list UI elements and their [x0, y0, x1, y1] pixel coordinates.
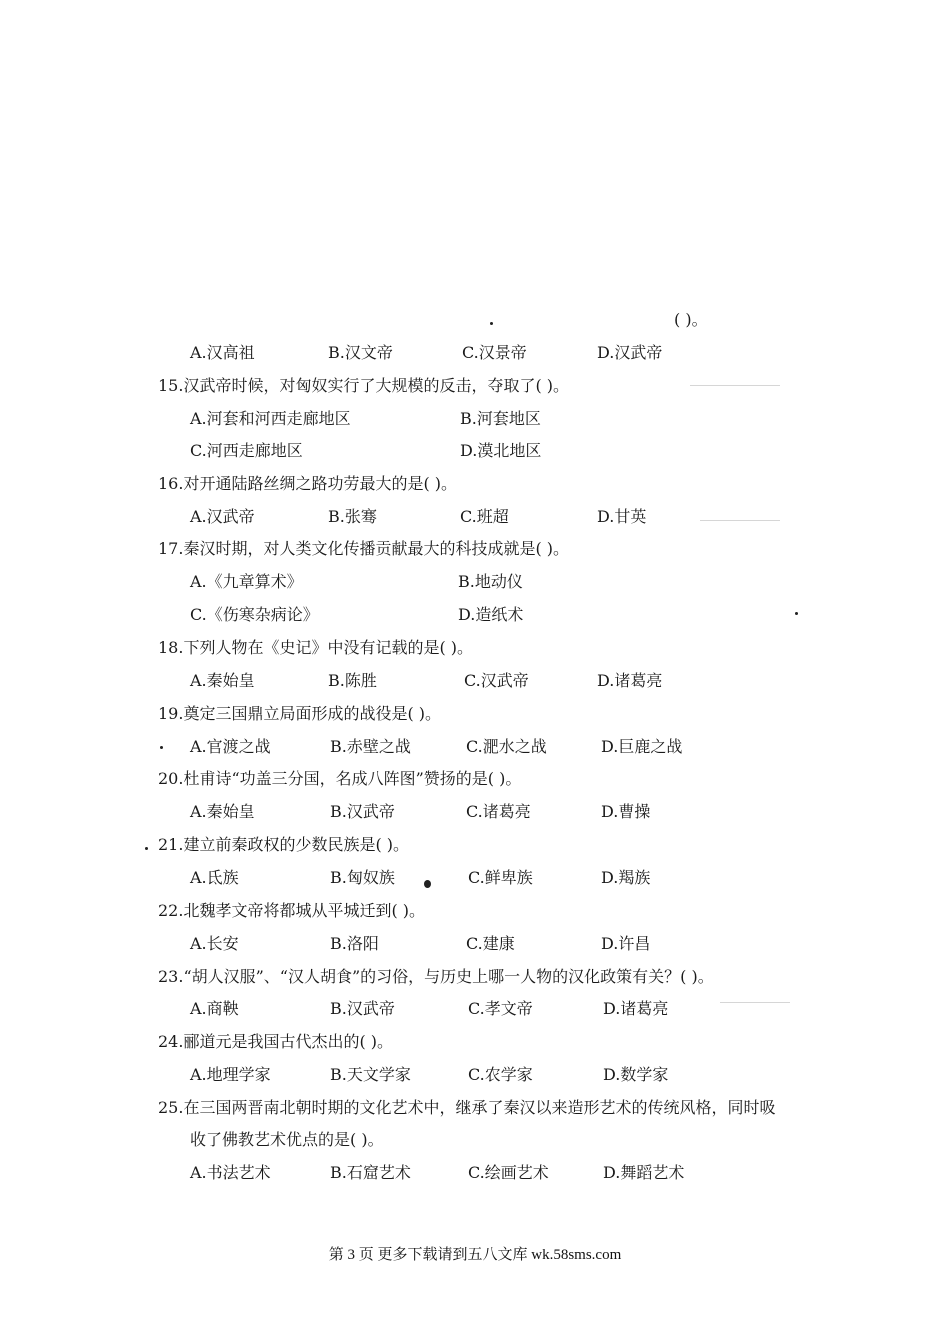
q23-option-d[interactable]: D.诸葛亮	[603, 999, 669, 1018]
show-through-line	[720, 1002, 790, 1003]
q18-stem: 18.下列人物在《史记》中没有记载的是( )。	[158, 638, 474, 657]
q14-option-a[interactable]: A.汉高祖	[190, 343, 255, 362]
q25-option-b[interactable]: B.石窟艺术	[330, 1163, 411, 1182]
q16-option-b[interactable]: B.张骞	[328, 507, 377, 526]
q25-option-c[interactable]: C.绘画艺术	[468, 1163, 549, 1182]
q20-option-d[interactable]: D.曹操	[601, 802, 651, 821]
q25-stem: 25.在三国两晋南北朝时期的文化艺术中，继承了秦汉以来造形艺术的传统风格，同时吸	[158, 1098, 776, 1117]
q18-option-a[interactable]: A.秦始皇	[190, 671, 255, 690]
q14-option-b[interactable]: B.汉文帝	[328, 343, 393, 362]
q17-option-c[interactable]: C.《伤寒杂病论》	[190, 605, 319, 624]
q23-stem: 23.“胡人汉服”、“汉人胡食”的习俗，与历史上哪一人物的汉化政策有关？( )。	[158, 967, 714, 986]
q18-option-c[interactable]: C.汉武帝	[464, 671, 529, 690]
q24-stem: 24.郦道元是我国古代杰出的( )。	[158, 1032, 394, 1051]
scan-speck	[160, 746, 163, 749]
q23-option-b[interactable]: B.汉武帝	[330, 999, 395, 1018]
q23-option-a[interactable]: A.商鞅	[190, 999, 239, 1018]
q22-option-b[interactable]: B.洛阳	[330, 934, 379, 953]
show-through-line	[690, 385, 780, 386]
q20-option-b[interactable]: B.汉武帝	[330, 802, 395, 821]
q14-option-c[interactable]: C.汉景帝	[462, 343, 527, 362]
q25-stem-continued: 收了佛教艺术优点的是( )。	[190, 1130, 384, 1149]
q16-option-d[interactable]: D.甘英	[597, 507, 647, 526]
q21-option-d[interactable]: D.羯族	[601, 868, 651, 887]
q17-option-b[interactable]: B.地动仪	[458, 572, 523, 591]
q15-option-b[interactable]: B.河套地区	[460, 409, 541, 428]
show-through-line	[700, 520, 780, 521]
q24-option-d[interactable]: D.数学家	[603, 1065, 669, 1084]
q23-option-c[interactable]: C.孝文帝	[468, 999, 533, 1018]
q15-option-c[interactable]: C.河西走廊地区	[190, 441, 303, 460]
q16-option-c[interactable]: C.班超	[460, 507, 509, 526]
q14-option-d[interactable]: D.汉武帝	[597, 343, 663, 362]
q20-stem: 20.杜甫诗“功盖三分国，名成八阵图”赞扬的是( )。	[158, 769, 522, 788]
q22-option-d[interactable]: D.许昌	[601, 934, 651, 953]
q19-option-d[interactable]: D.巨鹿之战	[601, 737, 683, 756]
q20-option-a[interactable]: A.秦始皇	[190, 802, 255, 821]
q17-stem: 17.秦汉时期，对人类文化传播贡献最大的科技成就是( )。	[158, 539, 570, 558]
q19-option-a[interactable]: A.官渡之战	[190, 737, 271, 756]
q22-stem: 22.北魏孝文帝将都城从平城迁到( )。	[158, 901, 426, 920]
q21-stem: 21.建立前秦政权的少数民族是( )。	[158, 835, 410, 854]
q20-option-c[interactable]: C.诸葛亮	[466, 802, 531, 821]
q18-option-d[interactable]: D.诸葛亮	[597, 671, 663, 690]
q21-option-c[interactable]: C.鲜卑族	[468, 868, 533, 887]
q19-stem: 19.奠定三国鼎立局面形成的战役是( )。	[158, 704, 442, 723]
q14-answer-blank: ( )。	[674, 310, 708, 329]
q15-stem: 15.汉武帝时候，对匈奴实行了大规模的反击，夺取了( )。	[158, 376, 570, 395]
q25-option-a[interactable]: A.书法艺术	[190, 1163, 271, 1182]
q22-option-c[interactable]: C.建康	[466, 934, 515, 953]
scan-speck	[145, 847, 148, 850]
q21-option-b[interactable]: B.匈奴族	[330, 868, 395, 887]
q21-option-a[interactable]: A.氐族	[190, 868, 239, 887]
q17-option-a[interactable]: A.《九章算术》	[190, 572, 303, 591]
q16-option-a[interactable]: A.汉武帝	[190, 507, 255, 526]
q22-option-a[interactable]: A.长安	[190, 934, 239, 953]
scan-speck	[490, 322, 493, 325]
q24-option-b[interactable]: B.天文学家	[330, 1065, 411, 1084]
q15-option-a[interactable]: A.河套和河西走廊地区	[190, 409, 351, 428]
q25-option-d[interactable]: D.舞蹈艺术	[603, 1163, 685, 1182]
q16-stem: 16.对开通陆路丝绸之路功劳最大的是( )。	[158, 474, 458, 493]
q17-option-d[interactable]: D.造纸术	[458, 605, 524, 624]
q15-option-d[interactable]: D.漠北地区	[460, 441, 542, 460]
q18-option-b[interactable]: B.陈胜	[328, 671, 377, 690]
page-footer: 第 3 页 更多下载请到五八文库 wk.58sms.com	[328, 1247, 622, 1263]
q24-option-c[interactable]: C.农学家	[468, 1065, 533, 1084]
scan-speck	[795, 612, 798, 615]
q19-option-b[interactable]: B.赤壁之战	[330, 737, 411, 756]
q19-option-c[interactable]: C.淝水之战	[466, 737, 547, 756]
scan-speck	[424, 880, 431, 888]
q24-option-a[interactable]: A.地理学家	[190, 1065, 271, 1084]
